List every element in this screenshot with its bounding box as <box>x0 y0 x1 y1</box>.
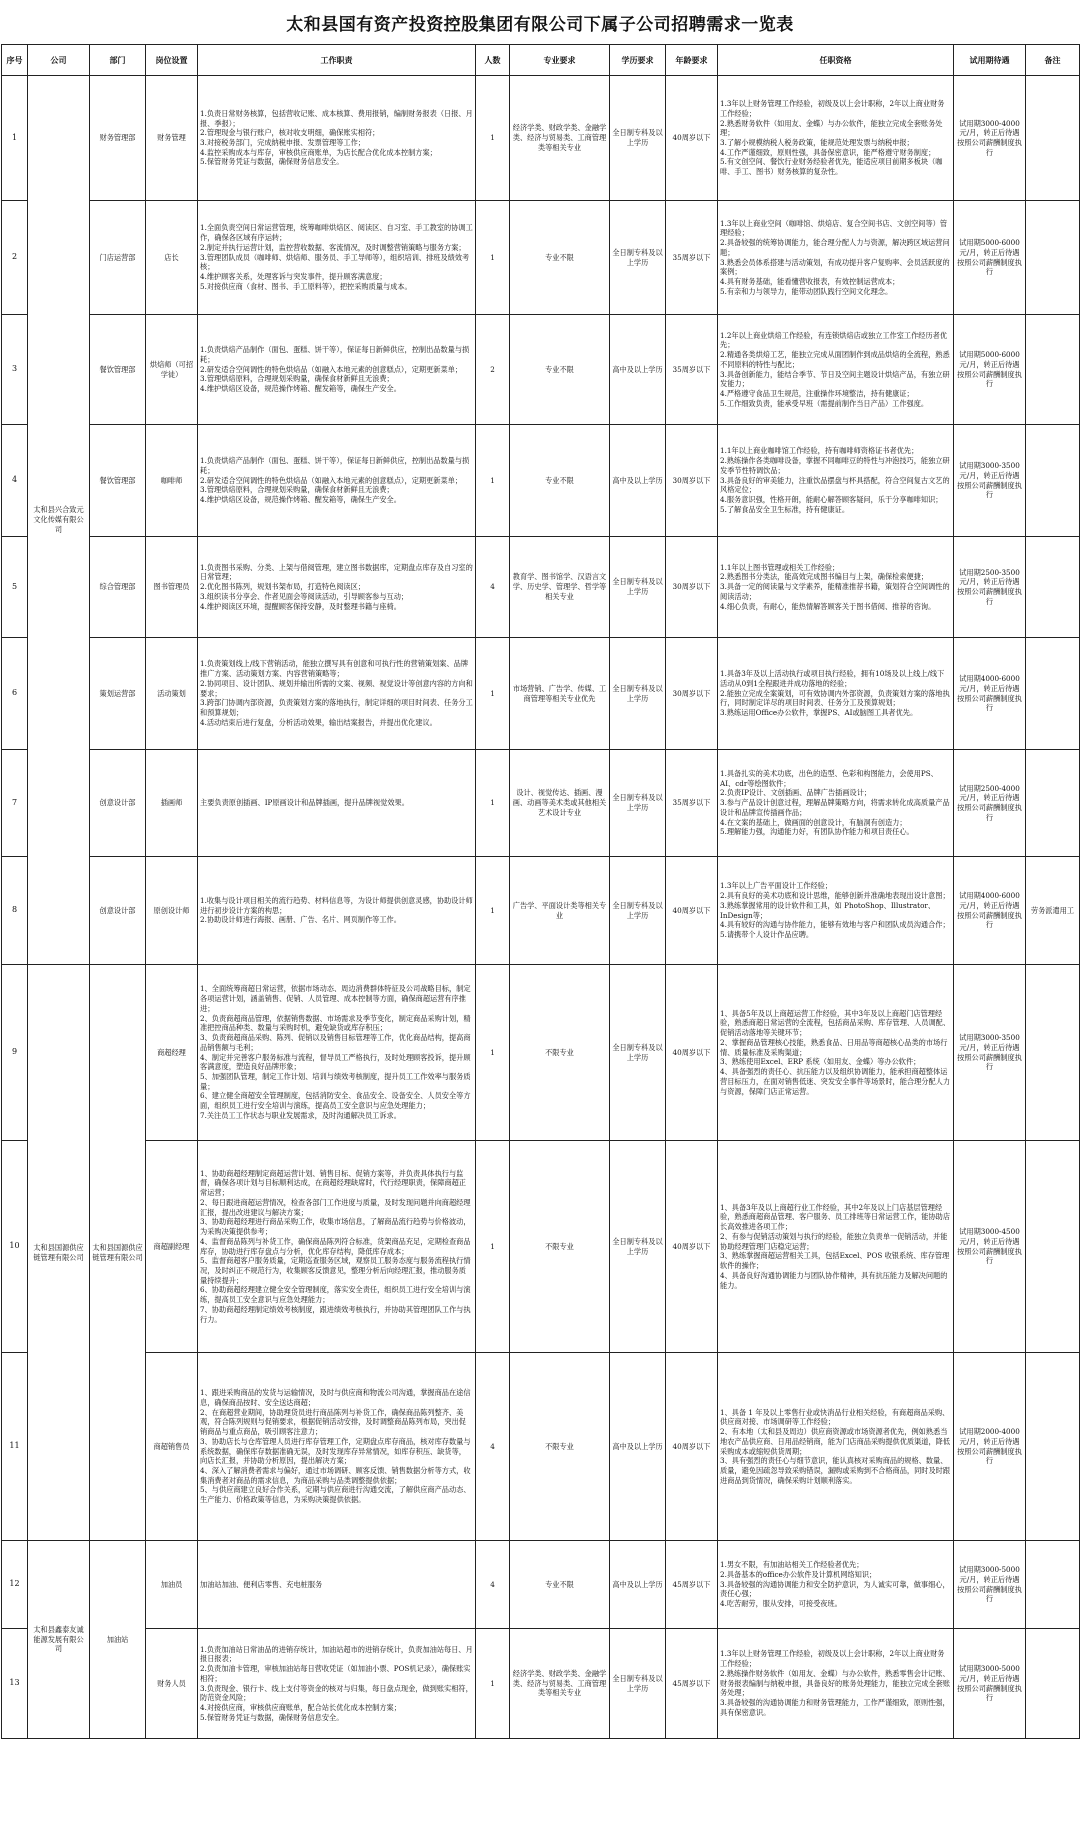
table-row <box>2 857 1080 965</box>
row-position: 财务管理 <box>146 76 198 201</box>
row-major: 不限专业 <box>510 1141 610 1353</box>
row-major: 经济学类、财政学类、金融学类、经济与贸易类、工商管理类等相关专业 <box>510 1629 610 1739</box>
row-qual: 1、具备3年及以上商超行业工作经验，其中2年及以上门店基层管理经验，熟悉商超商品管理、客户服务、员工排班等日常运营工作，能协助店长高效推进各项工作； 2、有参与促销活动策划与执行的经验，能独立负责单一促销活动，并能协助经理管理门店稳定运营； 3、熟练掌握商超运营相关工具，包括Excel、POS 收银系统、库存管理软件的操作； 4、具备良好沟通协调能力与团队协作精神，具有抗压能力及解决问题的能力。 <box>718 1141 954 1353</box>
row-major: 经济学类、财政学类、金融学类、经济与贸易类、工商管理类等相关专业 <box>510 76 610 201</box>
row-age: 45周岁以下 <box>666 1629 718 1739</box>
table-row <box>2 201 1080 315</box>
table-row <box>2 965 1080 1141</box>
row-edu: 全日制专科及以上学历 <box>610 76 666 201</box>
row-dept: 餐饮管理部 <box>90 315 146 425</box>
row-pay: 试用期3000-5000元/月，转正后待遇按照公司薪酬制度执行 <box>954 1541 1026 1629</box>
row-count: 1 <box>476 1141 510 1353</box>
row-edu: 高中及以上学历 <box>610 315 666 425</box>
row-qual: 1.男女不限，有加油站相关工作经验者优先； 2.具备基本的office办公软件及计算机网络知识； 3.具备较强的沟通协调能力和安全防护意识，为人诚实可靠，做事细心，责任心强； 4.吃苦耐劳，服从安排，可接受夜班。 <box>718 1541 954 1629</box>
header-duties: 工作职责 <box>198 45 476 76</box>
row-duties: 1.负责日常财务核算，包括营收记账、成本核算、费用报销，编制财务报表（日报、月报、季报）； 2.管理现金与银行账户，核对收支明细，确保账实相符； 3.对接税务部门，完成纳税申报、发票管理等工作； 4.监控采购成本与库存，审核供应商账单，为店长配合优化成本控制方案； 5.保管财务凭证与数据，确保财务信息安全。 <box>198 76 476 201</box>
row-duties: 加油站加油、便利店零售、充电桩服务 <box>198 1541 476 1629</box>
row-pay: 试用期3000-3500元/月，转正后待遇按照公司薪酬制度执行 <box>954 965 1026 1141</box>
row-major: 不限专业 <box>510 1353 610 1541</box>
row-major: 专业不限 <box>510 315 610 425</box>
row-age: 40周岁以下 <box>666 965 718 1141</box>
company-name: 太和县国源供应链管理有限公司 <box>28 965 90 1541</box>
company-name: 太和县鑫泰友诚能源发展有限公司 <box>28 1541 90 1739</box>
row-qual: 1、具备5年及以上商超运营工作经验，其中3年及以上商超门店管理经验，熟悉商超日常运营的全流程，包括商品采购、库存管理、人员调配、促销活动落地等关键环节； 2、掌握商品管理核心技能，熟悉食品、日用品等商超核心品类的市场行情、质量标准及采购渠道； 3、熟练使用Excel、ERP 系统（如用友、金蝶）等办公软件； 4、具备强烈的责任心、抗压能力以及组织协调能力，能承担商超整体运营目标压力，在面对销售低迷、突发安全事件等场景时，能合理分配人力与资源，保障门店正常运营。 <box>718 965 954 1141</box>
row-pay: 试用期3000-4500元/月，转正后待遇按照公司薪酬制度执行 <box>954 1141 1026 1353</box>
row-position: 店长 <box>146 201 198 315</box>
row-duties: 1.负责策划线上/线下营销活动，能独立撰写具有创意和可执行性的营销策划案、品牌推广方案、活动策划方案、内容营销策略等； 2.协同项目、设计团队、规划并输出所需的文案、视频、视觉设计等创意内容的方向和要求； 3.跨部门协调内部资源，负责策划方案的落地执行，制定详细的项目时间表、任务分工和预算规划； 4.活动结束后进行复盘，分析活动效果，输出结案报告，并提出优化建议。 <box>198 638 476 750</box>
row-note <box>1026 638 1080 750</box>
row-dept: 加油站 <box>90 1541 146 1739</box>
row-major: 不限专业 <box>510 965 610 1141</box>
row-dept: 餐饮管理部 <box>90 425 146 537</box>
recruitment-table <box>1 44 1080 1739</box>
row-age: 35周岁以下 <box>666 201 718 315</box>
header-edu: 学历要求 <box>610 45 666 76</box>
table-row <box>2 315 1080 425</box>
row-note <box>1026 76 1080 201</box>
table-row <box>2 750 1080 857</box>
row-pay: 试用期3000-4000元/月，转正后待遇按照公司薪酬制度执行 <box>954 76 1026 201</box>
row-age: 40周岁以下 <box>666 1353 718 1541</box>
header-row <box>2 45 1080 76</box>
row-age: 35周岁以下 <box>666 315 718 425</box>
row-age: 30周岁以下 <box>666 425 718 537</box>
row-qual: 1.1年以上图书管理或相关工作经验； 2.熟悉图书分类法，能高效完成图书编目与上架，确保检索便捷； 3.具备一定的阅读量与文学素养，能精准推荐书籍，策划符合空间调性的阅读活动； 4.细心负责，有耐心，能热情解答顾客关于图书借阅、推荐的咨询。 <box>718 537 954 638</box>
row-duties: 1.负责加油站日常油品的进销存统计，加油站超市的进销存统计，负责加油站每日、月报日报表； 2.负责加油卡管理，审核加油站每日营收凭证（如加油小票、POS机记录），确保账实相符； 3.负责现金、银行卡、线上支付等资金的核对与归集，每日盘点现金，做到账实相符，防范资金风险； 4.对接供应商，审核供应商账单，配合站长优化成本控制方案； 5.保管财务凭证与数据，确保财务信息安全。 <box>198 1629 476 1739</box>
row-duties: 1、全面统筹商超日常运营，依据市场动态、周边消费群体特征及公司战略目标，制定各项运营计划，涵盖销售、促销、人员管理、成本控制等方面，确保商超运营有序推进； 2、负责商超商品管理，依据销售数据、市场需求及季节变化，制定商品采购计划，精准把控商品种类、数量与采购时机，避免缺货或库存积压； 3、负责商超商品采购、陈列、促销以及销售目标管理等工作，优化商品结构，提高商品销售额与毛利； 4、制定并完善客户服务标准与流程，督导员工严格执行，及时处理顾客投诉，提升顾客满意度，塑造良好品牌形象； 5、加强团队管理，制定工作计划、培训与绩效考核制度，提升员工工作效率与服务质量； 6、建立健全商超安全管理制度，包括消防安全、食品安全、设备安全、人员安全等方面，组织员工进行安全培训与演练，提高员工安全意识与应急处理能力； 7.关注员工工作状态与职业发展需求，及时沟通解决员工诉求。 <box>198 965 476 1141</box>
row-no: 6 <box>2 638 28 750</box>
row-age: 30周岁以下 <box>666 537 718 638</box>
row-qual: 1.2年以上商业烘焙工作经验，有连锁烘焙店或独立工作室工作经历者优先； 2.精通各类烘焙工艺，能独立完成从面团制作到成品烘焙的全流程，熟悉不同原料的特性与配比； 3.具备创新能力，能结合季节、节日及空间主题设计烘焙产品，有独立研发能力； 4.严格遵守食品卫生规范，注重操作环境整洁，持有健康证； 5.工作细致负责，能承受早班（需提前制作当日产品）工作强度。 <box>718 315 954 425</box>
row-duties: 1.负责烘焙产品制作（面包、蛋糕、饼干等），保证每日新鲜供应，控制出品数量与损耗； 2.研发适合空间调性的特色烘焙品（如融入本地元素的创意糕点），定期更新菜单； 3.管理烘焙原料，合理规划采购量，确保食材新鲜且无浪费； 4.维护烘焙区设备，规范操作烤箱、醒发箱等，确保生产安全。 <box>198 425 476 537</box>
table-row <box>2 1629 1080 1739</box>
row-major: 专业不限 <box>510 425 610 537</box>
table-row <box>2 1541 1080 1629</box>
header-dept: 部门 <box>90 45 146 76</box>
row-major: 教育学、图书馆学、汉语言文学、历史学、管理学、哲学等相关专业 <box>510 537 610 638</box>
row-count: 1 <box>476 750 510 857</box>
row-pay: 试用期3000-3500元/月，转正后待遇按照公司薪酬制度执行 <box>954 425 1026 537</box>
row-qual: 1.3年以上商业空间（咖啡馆、烘焙店、复合空间书店、文创空间等）管理经验； 2.具备较强的统筹协调能力，能合理分配人力与资源，解决跨区域运营问题； 3.熟悉会员体系搭建与活动策划，有成功提升客户复购率、会员活跃度的案例； 4.具有财务基础，能看懂营收报表，有效控制运营成本； 5.有亲和力与领导力，能带动团队践行空间文化理念。 <box>718 201 954 315</box>
row-note <box>1026 201 1080 315</box>
header-position: 岗位设置 <box>146 45 198 76</box>
row-pay: 试用期5000-6000元/月，转正后待遇按照公司薪酬制度执行 <box>954 201 1026 315</box>
row-duties: 主要负责原创插画、IP原画设计和品牌插画，提升品牌视觉效果。 <box>198 750 476 857</box>
row-note <box>1026 425 1080 537</box>
row-duties: 1、跟进采购商品的发货与运输情况，及时与供应商和物流公司沟通，掌握商品在途信息，确保商品按时、安全送达商超； 2、在商超营业期间，协助理货员进行商品陈列与补货工作，确保商品陈列整齐、美观，符合陈列规则与促销要求，根据促销活动安排，及时调整商品陈列布局，突出促销商品与重点商品，吸引顾客注意力； 3、协助店长与仓库管理人员进行库存管理工作，定期盘点库存商品，核对库存数量与系统数据，确保库存数据准确无误，及时发现库存异常情况，如库存积压、缺货等，向店长汇报，并协助分析原因，提出解决方案； 4、深入了解消费者需求与偏好，通过市场调研、顾客反馈、销售数据分析等方式，收集消费者对商品的需求信息，为商品采购与品类调整提供依据； 5、与供应商建立良好合作关系，定期与供应商进行沟通交流，了解供应商产品动态、生产能力、价格政策等信息，为采购决策提供依据。 <box>198 1353 476 1541</box>
row-note <box>1026 1629 1080 1739</box>
table-row <box>2 1141 1080 1353</box>
row-no: 7 <box>2 750 28 857</box>
row-qual: 1.1年以上商业咖啡馆工作经验，持有咖啡师资格证书者优先； 2.熟练操作各类咖啡设备，掌握不同咖啡豆的特性与冲泡技巧，能独立研发季节性特调饮品； 3.具备良好的审美能力，注重饮品摆盘与杯具搭配，符合空间复古文艺的风格定位； 4.服务意识强，性格开朗，能耐心解答顾客疑问，乐于分享咖啡知识； 5.了解食品安全卫生标准，持有健康证。 <box>718 425 954 537</box>
header-major: 专业要求 <box>510 45 610 76</box>
header-count: 人数 <box>476 45 510 76</box>
row-edu: 全日制专科及以上学历 <box>610 857 666 965</box>
row-edu: 全日制专科及以上学历 <box>610 537 666 638</box>
row-position: 商超销售员 <box>146 1353 198 1541</box>
row-qual: 1.3年以上财务管理工作经验，初级及以上会计职称，2年以上商业财务工作经验； 2.熟练操作财务软件（如用友、金蝶）与办公软件，熟悉零售会计记账、财务报表编制与纳税申报，具备良好的账务处理能力，能独立完成全套账务处理； 3.具备较强的沟通协调能力和财务管理能力，工作严谨细致，原则性强，具有保密意识。 <box>718 1629 954 1739</box>
row-no: 8 <box>2 857 28 965</box>
row-position: 加油员 <box>146 1541 198 1629</box>
header-note: 备注 <box>1026 45 1080 76</box>
row-major: 专业不限 <box>510 1541 610 1629</box>
row-position: 咖啡师 <box>146 425 198 537</box>
row-note <box>1026 1141 1080 1353</box>
page-title: 太和县国有资产投资控股集团有限公司下属子公司招聘需求一览表 <box>286 15 794 35</box>
row-position: 原创设计师 <box>146 857 198 965</box>
header-company: 公司 <box>28 45 90 76</box>
row-duties: 1、协助商超经理制定商超运营计划、销售目标、促销方案等，并负责具体执行与监督，确保各项计划与目标顺利达成，在商超经理缺席时，代行经理职责，保障商超正常运营； 2、每日跟进商超运营情况，检查各部门工作进度与质量，及时发现问题并向商超经理汇报，提出改进建议与解决方案； 3、协助商超经理进行商品采购工作，收集市场信息，了解商品流行趋势与价格波动，为采购决策提供参考； 4、监督商品陈列与补货工作，确保商品陈列符合标准，货架商品充足，定期检查商品库存，协助进行库存盘点与分析，优化库存结构，降低库存成本； 5、监督商超客户服务质量，定期巡查服务区域，观察员工服务态度与服务流程执行情况，及时纠正不规范行为，收集顾客反馈意见，整理分析后向经理汇报，推动服务质量持续提升； 6、协助商超经理建立健全安全管理制度，落实安全责任，组织员工进行安全培训与演练，提高员工安全意识与应急处理能力； 7、协助商超经理制定绩效考核制度，跟进绩效考核执行，并协助其管理团队工作与执行力。 <box>198 1141 476 1353</box>
header-no: 序号 <box>2 45 28 76</box>
table-row <box>2 638 1080 750</box>
row-dept: 门店运营部 <box>90 201 146 315</box>
row-age: 40周岁以下 <box>666 76 718 201</box>
row-duties: 1.负责图书采购、分类、上架与借阅管理，建立图书数据库，定期盘点库存及自习室的日常管理； 2.优化图书陈列，规划书架布局，打造特色阅读区； 3.组织读书分享会、作者见面会等阅读活动，引导顾客参与互动； 4.维护阅读区环境，提醒顾客保持安静，及时整理书籍与座椅。 <box>198 537 476 638</box>
row-edu: 高中及以上学历 <box>610 1353 666 1541</box>
row-edu: 全日制专科及以上学历 <box>610 1141 666 1353</box>
row-count: 1 <box>476 965 510 1141</box>
header-qual: 任职资格 <box>718 45 954 76</box>
table-row <box>2 537 1080 638</box>
row-edu: 全日制专科及以上学历 <box>610 965 666 1141</box>
row-major: 广告学、平面设计类等相关专业 <box>510 857 610 965</box>
row-age: 45周岁以下 <box>666 1541 718 1629</box>
row-position: 烘焙师（可招学徒） <box>146 315 198 425</box>
row-no: 9 <box>2 965 28 1141</box>
row-dept: 创意设计部 <box>90 857 146 965</box>
row-position: 商超经理 <box>146 965 198 1141</box>
row-major: 专业不限 <box>510 201 610 315</box>
row-count: 1 <box>476 638 510 750</box>
row-duties: 1.全面负责空间日常运营管理，统筹咖啡烘焙区、阅读区、自习室、手工教室的协调工作，确保各区域有序运转； 2.制定并执行运营计划，监控营收数据、客流情况，及时调整营销策略与服务方案； 3.管理团队成员（咖啡师、烘焙师、服务员、手工导师等），组织培训、排班及绩效考核； 4.维护顾客关系，处理客诉与突发事件，提升顾客满意度； 5.对接供应商（食材、图书、手工原料等），把控采购质量与成本。 <box>198 201 476 315</box>
table-row <box>2 76 1080 201</box>
row-count: 2 <box>476 315 510 425</box>
row-no: 13 <box>2 1629 28 1739</box>
row-count: 4 <box>476 1353 510 1541</box>
row-qual: 1、具备 1 年及以上零售行业或快消品行业相关经验，有商超商品采购、供应商对接、市场调研等工作经验； 2、有本地（太和县及周边）供应商资源或市场资源者优先，例如熟悉当地农产品供应商、日用品经销商，能为门店商品采购提供优质渠道，降低采购成本或缩短供货周期； 3、具有强烈的责任心与细节意识，能认真核对采购商品的规格、数量、质量，避免因疏忽导致采购错误，漏购或采购到不合格商品，同时及时跟进商品到货情况，确保采购计划顺利落实。 <box>718 1353 954 1541</box>
row-qual: 1.具备3年及以上活动执行或项目执行经验，拥有10场及以上线上/线下活动从0到1全程跟进并成功落地的经验； 2.能独立完成全案策划，可有效协调内外部资源，负责策划方案的落地执行，同时制定详尽的项目时间表、任务分工及预算规划； 3.熟练运用Office办公软件，掌握PS、AI或脑图工具者优先。 <box>718 638 954 750</box>
row-note <box>1026 1541 1080 1629</box>
row-position: 图书管理员 <box>146 537 198 638</box>
row-no: 10 <box>2 1141 28 1353</box>
header-age: 年龄要求 <box>666 45 718 76</box>
row-position: 插画师 <box>146 750 198 857</box>
row-edu: 高中及以上学历 <box>610 1541 666 1629</box>
row-pay: 试用期4000-6000元/月，转正后待遇按照公司薪酬制度执行 <box>954 638 1026 750</box>
row-qual: 1.3年以上广告平面设计工作经验； 2.具有良好的美术功底和设计思维，能够创新并准确地表现出设计意图； 3.熟练掌握常用的设计软件和工具，如 PhotoShop、Illustrator、InDesign等； 4.具有较好的沟通与协作能力，能够有效地与客户和团队成员沟通合作； 5.请携带个人设计作品应聘。 <box>718 857 954 965</box>
row-note <box>1026 537 1080 638</box>
row-note <box>1026 750 1080 857</box>
row-edu: 全日制专科及以上学历 <box>610 201 666 315</box>
row-note <box>1026 315 1080 425</box>
row-duties: 1.收集与设计项目相关的流行趋势、材料信息等，为设计师提供创意灵感，协助设计师进行初步设计方案的构思； 2.协助设计师进行海报、画册、广告、名片、网页制作等工作。 <box>198 857 476 965</box>
row-position: 商超副经理 <box>146 1141 198 1353</box>
row-dept: 策划运营部 <box>90 638 146 750</box>
row-no: 4 <box>2 425 28 537</box>
row-count: 1 <box>476 1629 510 1739</box>
row-pay: 试用期2500-4000元/月，转正后待遇按照公司薪酬制度执行 <box>954 750 1026 857</box>
row-no: 12 <box>2 1541 28 1629</box>
row-age: 35周岁以下 <box>666 750 718 857</box>
row-pay: 试用期3000-5000元/月，转正后待遇按照公司薪酬制度执行 <box>954 1629 1026 1739</box>
row-no: 5 <box>2 537 28 638</box>
row-major: 市场营销、广告学、传媒、工商管理等相关专业优先 <box>510 638 610 750</box>
row-pay: 试用期2000-4000元/月，转正后待遇按照公司薪酬制度执行 <box>954 1353 1026 1541</box>
row-edu: 高中及以上学历 <box>610 425 666 537</box>
table-row <box>2 425 1080 537</box>
row-count: 4 <box>476 1541 510 1629</box>
row-age: 30周岁以下 <box>666 638 718 750</box>
row-note: 劳务派遣用工 <box>1026 857 1080 965</box>
row-count: 1 <box>476 76 510 201</box>
row-note <box>1026 965 1080 1141</box>
row-major: 设计、视觉传达、插画、漫画、动画等美术类或其他相关艺术设计专业 <box>510 750 610 857</box>
table-row <box>2 1353 1080 1541</box>
row-edu: 全日制专科及以上学历 <box>610 1629 666 1739</box>
row-edu: 全日制专科及以上学历 <box>610 750 666 857</box>
row-edu: 全日制专科及以上学历 <box>610 638 666 750</box>
company-name: 太和县兴合致元文化传媒有限公司 <box>28 76 90 965</box>
row-count: 1 <box>476 425 510 537</box>
row-qual: 1.3年以上财务管理工作经验，初级及以上会计职称，2年以上商业财务工作经验； 2.熟悉财务软件（如用友、金蝶）与办公软件，能独立完成全套账务处理； 3.了解小规模纳税人税务政策，能规范处理发票与纳税申报； 4.工作严谨细致，原则性强，具备保密意识，能严格遵守财务制度； 5.有文创空间、餐饮行业财务经验者优先，能适应项目前期多板块（咖啡、手工、图书）财务核算的复杂性。 <box>718 76 954 201</box>
row-no: 3 <box>2 315 28 425</box>
row-age: 40周岁以下 <box>666 1141 718 1353</box>
row-pay: 试用期2500-3500元/月，转正后待遇按照公司薪酬制度执行 <box>954 537 1026 638</box>
row-count: 1 <box>476 201 510 315</box>
row-dept: 创意设计部 <box>90 750 146 857</box>
row-dept: 财务管理部 <box>90 76 146 201</box>
row-position: 财务人员 <box>146 1629 198 1739</box>
row-no: 1 <box>2 76 28 201</box>
row-duties: 1.负责烘焙产品制作（面包、蛋糕、饼干等），保证每日新鲜供应，控制出品数量与损耗； 2.研发适合空间调性的特色烘焙品（如融入本地元素的创意糕点），定期更新菜单； 3.管理烘焙原料，合理规划采购量，确保食材新鲜且无浪费； 4.维护烘焙区设备，规范操作烤箱、醒发箱等，确保生产安全。 <box>198 315 476 425</box>
row-qual: 1.具备扎实的美术功底，出色的造型、色彩和构图能力，会使用PS、AI、cdr等绘图软件； 2.负责IP设计、文创插画、品牌广告插画设计； 3.参与产品设计创意过程，理解品牌策略方向，将需求转化成高质量产品设计和品牌宣传插画作品； 4.在文案的基础上，做画面的创意设计，有脑洞有创造力； 5.理解能力强，沟通能力好，有团队协作能力和项目责任心。 <box>718 750 954 857</box>
row-note <box>1026 1353 1080 1541</box>
row-count: 4 <box>476 537 510 638</box>
row-no: 11 <box>2 1353 28 1541</box>
row-count: 1 <box>476 857 510 965</box>
row-no: 2 <box>2 201 28 315</box>
row-position: 活动策划 <box>146 638 198 750</box>
row-age: 40周岁以下 <box>666 857 718 965</box>
row-dept: 综合管理部 <box>90 537 146 638</box>
header-pay: 试用期待遇 <box>954 45 1026 76</box>
row-pay: 试用期4000-6000元/月，转正后待遇按照公司薪酬制度执行 <box>954 857 1026 965</box>
company-dept: 太和县国源供应链管理有限公司 <box>90 965 146 1541</box>
row-pay: 试用期5000-6000元/月，转正后待遇按照公司薪酬制度执行 <box>954 315 1026 425</box>
